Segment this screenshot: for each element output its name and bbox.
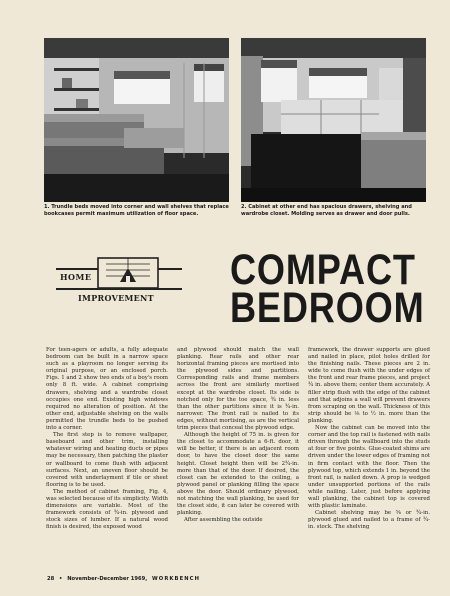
issue-date: November-December 1969, bbox=[67, 576, 148, 582]
paragraph: After assembling the outside bbox=[184, 517, 263, 524]
paragraph: For teen-agers or adults, a fully adequate bedroom can be built in a narrow space such as a playroom no longer serving its original purpose, or an enclosed porch. Figs. 1 and 2 show two ends of a boy's room only 8 ft. wide. A cabinet comprising drawers, shelving and a wardrobe closet occupies one end. Existing high windows required no alteration of position. At the other end, adjustable shelving on the walls permitted the trundle beds to be pushed into a corner. bbox=[46, 347, 168, 432]
paragraph: and plywood should match the wall planking. Rear rails and other rear horizontal framing pieces are mortised into the plywood sides and partitions. Corresponding rails and frame members across the front are similarly mortised except at the wardrobe closet. Its side is notched only for the toe space, ¾ in. less than the other partitions since it is ¾-in. narrower. The front rail is nailed to its edges, without mortising, as are the vertical trim pieces that conceal the plywood edge. bbox=[177, 347, 299, 432]
page-footer bbox=[47, 576, 203, 582]
paragraph: The method of cabinet framing, Fig. 4, was selected because of its simplicity. Width dimensions are variable. Most of the framework consists of ¾-in. plywood and stock sizes of lumber. If a natural wood finish is desired, the exposed wood bbox=[46, 488, 168, 531]
photo-trundle-beds bbox=[44, 38, 229, 202]
photo-caption-1: 1. Trundle beds moved into corner and wall shelves that replace bookcases permit maximum utilization of floor space. bbox=[44, 204, 229, 217]
article-column-2 bbox=[177, 347, 299, 524]
article-column-3 bbox=[308, 347, 430, 531]
page-number: 28 bbox=[47, 576, 55, 582]
paragraph: framework, the drawer supports are glued and nailed in place, pilot holes drilled for the finishing nails. These pieces are 2 in. wide to come flush with the under edges of the front and rear frame pieces, and project ¾ in. above them; center them accurately. A filler strip flush with the edge of the cabinet and that adjoins a wall will prevent drawers from scraping on the wall. Thickness of this strip should be ⅛ to ½ in. more than the planking. bbox=[308, 347, 430, 424]
magazine-name: WORKBENCH bbox=[151, 576, 201, 582]
logo-home-text: HOME bbox=[60, 272, 92, 282]
paragraph: The first step is to remove wallpaper, baseboard and other trim, installing whatever wiring and heating ducts or pipes may be necessary, then patching the plaster or wallboard to come flush with adjacent surfaces. Next, an uneven floor should be covered with underlayment if tile or sheet flooring is to be used. bbox=[46, 432, 168, 488]
headline-line-2: BEDROOM bbox=[230, 284, 425, 332]
footer-bullet: • bbox=[59, 576, 63, 582]
paragraph: Now the cabinet can be moved into the corner and the top rail is fastened with nails driven through the wallboard into the studs at four or five points. Glue-coated shims are driven under the lower edges of framing not in firm contact with the floor. Then the plywood top, which extends 1 in. beyond the front rail, is nailed down. A prop is wedged under unsupported portions of the rails while nailing. Later, just before applying wall planking, the cabinet top is covered with plastic laminate. bbox=[308, 425, 430, 510]
home-improvement-logo bbox=[56, 254, 182, 312]
house-plan-icon bbox=[96, 256, 160, 290]
photo-cabinet bbox=[241, 38, 426, 202]
paragraph: Although the height of 75 in. is given for the closet to accommodate a 6-ft. door, it will be better, if there is an adjacent room door, to have the closet door the same height. Closet height then will be 2¾-in. more than that of the door. If desired, the closet can be extended to the ceiling, a plywood panel or planking filling the space above the door. Should ordinary plywood, not matching the wall planking, be used for the closet side, it can later be covered with planking. bbox=[177, 432, 299, 517]
photo-caption-2: 2. Cabinet at other end has spacious drawers, shelving and wardrobe closet. Molding serves as drawer and door pulls. bbox=[241, 204, 412, 217]
article-column-1 bbox=[46, 347, 168, 531]
headline-line-1: COMPACT bbox=[230, 246, 416, 294]
paragraph: Cabinet shelving may be ⅝ or ¾-in. plywood glued and nailed to a frame of ¾-in. stock. The shelving bbox=[308, 510, 430, 531]
logo-improvement-text: IMPROVEMENT bbox=[78, 293, 154, 303]
